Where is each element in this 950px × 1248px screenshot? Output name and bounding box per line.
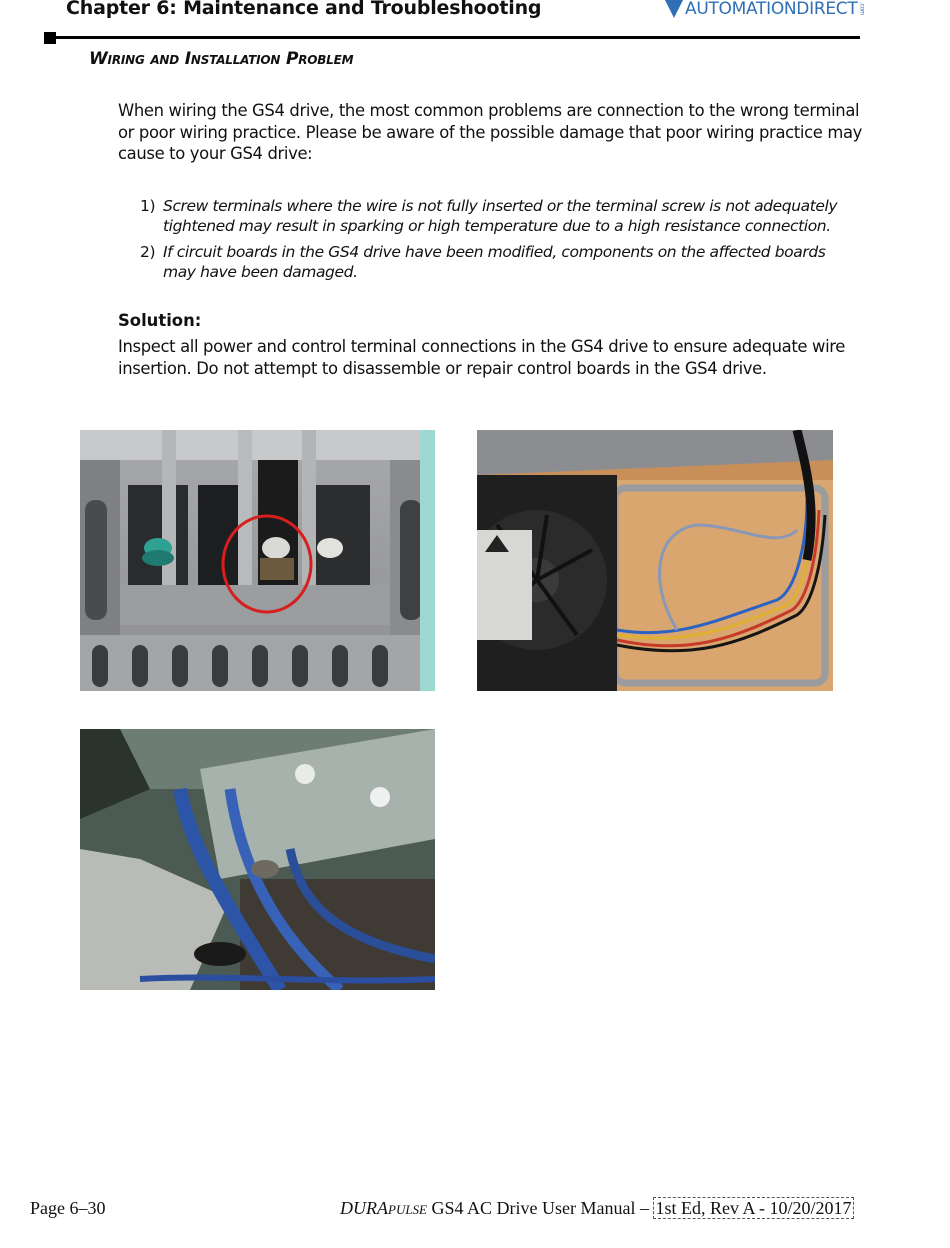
terminal-block-photo: [80, 430, 435, 691]
solution-paragraph: Inspect all power and control terminal connections in the GS4 drive to ensure adequate wire insertion. Do not attempt to disassemble or repair control boards in the GS4 drive.: [118, 337, 846, 378]
fan-wiring-photo: [477, 430, 833, 691]
problem-list: [140, 196, 860, 288]
list-item: [140, 242, 860, 282]
logo-text: AUTOMATIONDIRECT: [685, 0, 858, 19]
brand-prefix: DURA: [340, 1198, 388, 1218]
section-title: Wiring and Installation Problem: [89, 49, 354, 69]
list-item: [140, 196, 860, 236]
list-item-text: Screw terminals where the wire is not fully inserted or the terminal screw is not adequately tightened may result in sparking or high temperature due to a high resistance connection.: [163, 197, 838, 235]
intro-paragraph: When wiring the GS4 drive, the most common problems are connection to the wrong terminal or poor wiring practice. Please be aware of the possible damage that poor wiring practice may cause to your GS4 drive:: [118, 101, 862, 163]
brand-suffix: PULSE: [388, 1202, 427, 1217]
list-item-number: 2): [140, 243, 156, 261]
logo-triangle-icon: [665, 0, 683, 18]
automationdirect-logo: [665, 0, 864, 20]
manual-footer: [340, 1198, 854, 1219]
logo-suffix: .com: [858, 2, 865, 16]
header-rule: [50, 36, 860, 39]
edition-label: 1st Ed, Rev A - 10/20/2017: [655, 1198, 852, 1218]
list-item-number: 1): [140, 197, 156, 215]
list-item-text: If circuit boards in the GS4 drive have been modified, components on the affected boards may have been damaged.: [163, 243, 826, 281]
chapter-title: Chapter 6: Maintenance and Troubleshooting: [66, 0, 542, 19]
damaged-wires-photo: [80, 729, 435, 990]
manual-title: GS4 AC Drive User Manual –: [427, 1198, 654, 1218]
page-number: Page 6–30: [30, 1198, 106, 1218]
solution-label: Solution:: [118, 311, 202, 330]
